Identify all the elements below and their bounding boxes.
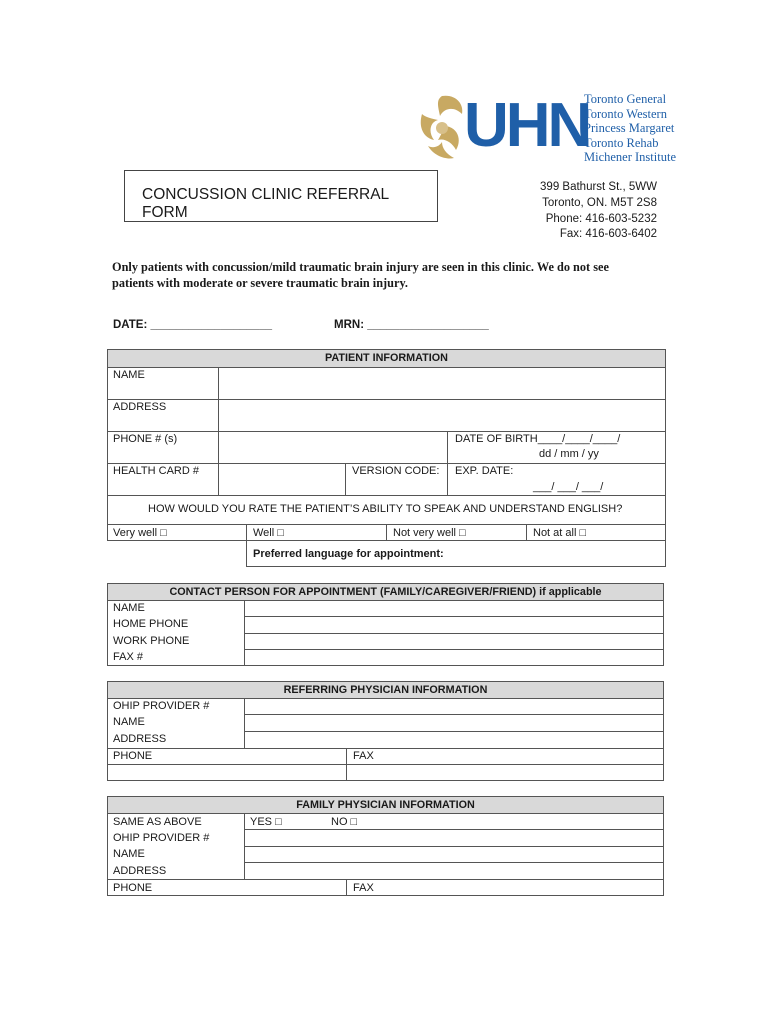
patient-address-label: ADDRESS [113,401,167,413]
section-header-label: FAMILY PHYSICIAN INFORMATION [296,799,475,811]
health-card-input[interactable] [218,463,346,496]
contact-work-phone-label: WORK PHONE [113,635,190,647]
version-code-label: VERSION CODE: [352,465,440,477]
family-no-option[interactable]: NO □ [331,816,358,828]
patient-phone-input[interactable] [218,431,448,464]
family-name-label: NAME [113,848,145,860]
clinic-address [540,180,657,243]
site-name: Princess Margaret [584,121,675,136]
uhn-wordmark: UHN [464,91,590,160]
address-fax: Fax: 416-603-6402 [559,228,657,241]
address-phone: Phone: 416-603-5232 [545,212,657,225]
health-card-label: HEALTH CARD # [113,465,199,477]
referring-ohip-label: OHIP PROVIDER # [113,700,210,712]
contact-home-phone-label: HOME PHONE [113,618,189,630]
mrn-field[interactable]: MRN: ___________________ [334,319,489,331]
family-address-label: ADDRESS [113,865,167,877]
site-name: Toronto Rehab [584,135,659,150]
referring-fax-input[interactable] [346,764,664,781]
referring-phone-input[interactable] [107,764,347,781]
contact-work-phone-input[interactable] [244,633,664,650]
referring-fax-label: FAX [353,750,374,762]
eligibility-notice: Only patients with concussion/mild traumatic brain injury are seen in this clinic. We do not see patients with moderate or severe traumatic brain injury. [112,260,609,290]
contact-fax-input[interactable] [244,649,664,666]
address-line: 399 Bathurst St., 5WW [540,181,657,193]
option-very-well-label: Very well □ [113,527,167,539]
contact-fax-label: FAX # [113,651,143,663]
date-field[interactable]: DATE: ___________________ [113,319,272,331]
address-line: Toronto, ON. M5T 2S8 [542,196,657,209]
patient-name-input[interactable] [218,367,666,400]
section-header [107,349,666,368]
referring-name-label: NAME [113,716,145,728]
family-yes-option[interactable]: YES □ [250,816,282,828]
contact-home-phone-input[interactable] [244,616,664,634]
site-name: Michener Institute [584,150,676,165]
preferred-language-label: Preferred language for appointment: [253,548,444,560]
patient-dob-label: DATE OF BIRTH____/____/____/ [455,433,621,445]
family-ohip-label: OHIP PROVIDER # [113,832,210,844]
form-title: CONCUSSION CLINIC REFERRAL FORM [142,186,389,221]
option-not-very-well-label: Not very well □ [393,527,466,539]
referring-phone-label: PHONE [113,750,153,762]
section-header [107,681,664,699]
referring-address-input[interactable] [244,731,664,749]
uhn-sites-list [584,92,676,165]
section-header [107,796,664,814]
english-question: HOW WOULD YOU RATE THE PATIENT’S ABILITY TO SPEAK AND UNDERSTAND ENGLISH? [148,503,623,515]
family-address-input[interactable] [244,862,664,880]
family-same-label: SAME AS ABOVE [113,816,202,828]
form-title-box [124,170,438,222]
family-phone-label: PHONE [113,882,153,894]
site-name: Toronto Western [584,106,667,121]
contact-name-input[interactable] [244,600,664,617]
exp-date-label: EXP. DATE: [455,465,514,477]
patient-name-label: NAME [113,369,145,381]
option-well-label: Well □ [253,527,284,539]
site-name: Toronto General [584,92,667,106]
referring-name-input[interactable] [244,714,664,732]
section-header-label: CONTACT PERSON FOR APPOINTMENT (FAMILY/CAREGIVER/FRIEND) if applicable [169,586,602,598]
family-fax-label: FAX [353,882,374,894]
referring-ohip-input[interactable] [244,698,664,715]
option-not-at-all-label: Not at all □ [533,527,587,539]
patient-phone-label: PHONE # (s) [113,433,178,445]
patient-dob-format: dd / mm / yy [539,448,599,460]
family-ohip-input[interactable] [244,829,664,847]
exp-date-blank: ___/ ___/ ___/ [533,481,604,493]
family-name-input[interactable] [244,846,664,863]
family-fax-cell[interactable] [346,879,664,896]
section-header-label: PATIENT INFORMATION [325,352,448,364]
patient-address-input[interactable] [218,399,666,432]
referring-address-label: ADDRESS [113,733,167,745]
family-same-choice-row [244,813,664,830]
referring-fax-cell[interactable] [346,748,664,765]
contact-name-label: NAME [113,602,145,614]
section-header-label: REFERRING PHYSICIAN INFORMATION [283,684,488,696]
leaf-emblem-icon [416,92,466,164]
section-header [107,583,664,601]
